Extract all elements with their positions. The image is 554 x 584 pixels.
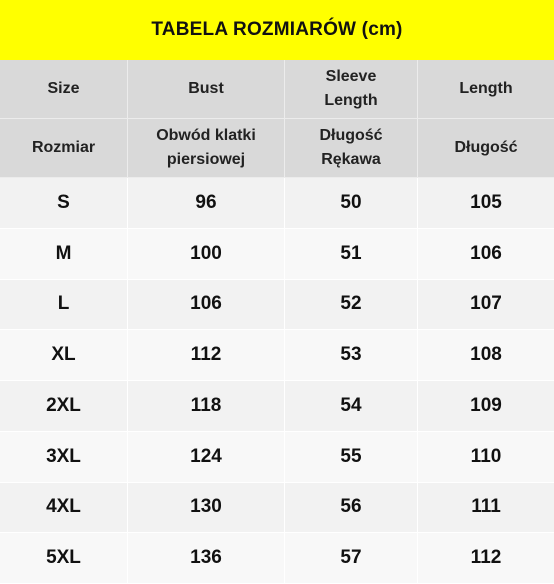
header-obwod: Obwód klatki piersiowej: [128, 119, 285, 178]
cell-bust: 106: [128, 280, 285, 331]
cell-bust: 136: [128, 533, 285, 584]
cell-length: 112: [418, 533, 554, 584]
cell-length: 109: [418, 381, 554, 432]
cell-size: 5XL: [0, 533, 128, 584]
cell-bust: 100: [128, 229, 285, 280]
cell-sleeve-length: 50: [285, 178, 418, 229]
cell-bust: 96: [128, 178, 285, 229]
cell-sleeve-length: 53: [285, 330, 418, 381]
header-rozmiar: Rozmiar: [0, 119, 128, 178]
cell-size: 4XL: [0, 483, 128, 534]
table-grid: [0, 60, 554, 178]
cell-bust: 118: [128, 381, 285, 432]
cell-length: 105: [418, 178, 554, 229]
cell-sleeve-length: 55: [285, 432, 418, 483]
cell-bust: 124: [128, 432, 285, 483]
header-length: Length: [418, 60, 554, 119]
cell-size: S: [0, 178, 128, 229]
header-size: Size: [0, 60, 128, 119]
table-body: [0, 178, 554, 584]
table-title: TABELA ROZMIARÓW (cm): [0, 0, 554, 60]
cell-length: 110: [418, 432, 554, 483]
cell-length: 106: [418, 229, 554, 280]
cell-sleeve-length: 57: [285, 533, 418, 584]
cell-size: M: [0, 229, 128, 280]
cell-size: XL: [0, 330, 128, 381]
cell-size: 2XL: [0, 381, 128, 432]
cell-bust: 130: [128, 483, 285, 534]
cell-sleeve-length: 56: [285, 483, 418, 534]
cell-sleeve-length: 51: [285, 229, 418, 280]
header-sleeve-length: Sleeve Length: [285, 60, 418, 119]
cell-size: 3XL: [0, 432, 128, 483]
cell-sleeve-length: 52: [285, 280, 418, 331]
cell-length: 107: [418, 280, 554, 331]
header-bust: Bust: [128, 60, 285, 119]
cell-bust: 112: [128, 330, 285, 381]
header-dlugosc: Długość: [418, 119, 554, 178]
cell-size: L: [0, 280, 128, 331]
cell-sleeve-length: 54: [285, 381, 418, 432]
cell-length: 108: [418, 330, 554, 381]
cell-length: 111: [418, 483, 554, 534]
header-dlugosc-rekawa: Długość Rękawa: [285, 119, 418, 178]
